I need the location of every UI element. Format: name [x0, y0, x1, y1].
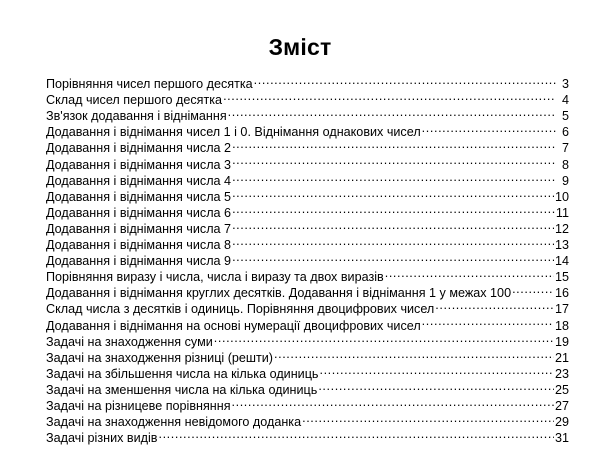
toc-entry-title: Додавання і віднімання числа 8: [46, 238, 232, 253]
toc-entry-page: 10: [554, 189, 569, 204]
toc-leader-dots: [232, 201, 555, 217]
toc-leader-dots: [232, 185, 554, 201]
toc-leader-dots: [232, 394, 554, 410]
toc-leader-dots: [232, 249, 554, 265]
toc-entry-title: Задачі на різницеве порівняння: [46, 398, 231, 413]
toc-entry-title: Додавання і віднімання круглих десятків. Додавання і віднімання 1 у межах 100: [46, 286, 512, 301]
toc-leader-dots: [385, 265, 554, 281]
toc-entry-page: 17: [554, 302, 569, 317]
toc-entry-page: 13: [554, 238, 569, 253]
toc-leader-dots: [319, 362, 554, 378]
toc-entry-page: 19: [554, 334, 569, 349]
toc-entry-title: Додавання і віднімання числа 7: [46, 221, 232, 236]
toc-entry-page: 15: [554, 270, 569, 285]
toc-entry-title: Задачі різних видів: [46, 431, 158, 446]
toc-leader-dots: [232, 217, 554, 233]
toc-entry-title: Задачі на збільшення числа на кілька одиниць: [46, 366, 319, 381]
toc-entry-title: Додавання і віднімання числа 9: [46, 254, 232, 269]
toc-entry-page: 27: [554, 398, 569, 413]
toc-entry-page: 3: [561, 77, 569, 92]
toc-entry-page: 29: [554, 415, 569, 430]
table-of-contents: [46, 72, 569, 446]
toc-leader-dots: [422, 120, 556, 136]
toc-leader-dots: [254, 72, 556, 88]
toc-entry-page: 23: [554, 366, 569, 381]
toc-leader-dots: [228, 104, 556, 120]
toc-leader-dots: [435, 297, 554, 313]
toc-entry-page: 12: [554, 221, 569, 236]
toc-leader-dots: [422, 313, 554, 329]
toc-leader-dots: [512, 281, 554, 297]
toc-entry-page: 6: [561, 125, 569, 140]
toc-entry-title: Склад числа з десятків і одиниць. Порівняння двоцифрових чисел: [46, 302, 435, 317]
toc-leader-dots: [302, 410, 554, 426]
toc-leader-dots: [318, 378, 554, 394]
toc-entry-title: Склад чисел першого десятка: [46, 93, 223, 108]
toc-entry-page: 25: [554, 382, 569, 397]
toc-leader-dots: [274, 346, 554, 362]
toc-entry-title: Задачі на знаходження невідомого доданка: [46, 415, 302, 430]
toc-leader-dots: [232, 152, 556, 168]
toc-entry-page: 7: [561, 141, 569, 156]
toc-entry-page: 21: [554, 350, 569, 365]
toc-leader-dots: [232, 169, 556, 185]
toc-leader-dots: [158, 426, 554, 442]
toc-leader-dots: [232, 233, 554, 249]
toc-entry-title: Порівняння чисел першого десятка: [46, 77, 253, 92]
toc-entry-title: Додавання і віднімання чисел 1 і 0. Віднімання однакових чисел: [46, 125, 421, 140]
toc-entry-title: Задачі на знаходження різниці (решти): [46, 350, 274, 365]
toc-entry-title: Зв'язок додавання і віднімання: [46, 109, 227, 124]
toc-entry-page: 16: [554, 286, 569, 301]
toc-row: [46, 72, 569, 92]
toc-entry-title: Порівняння виразу і числа, числа і виразу та двох виразів: [46, 270, 384, 285]
toc-entry-title: Додавання і віднімання числа 3: [46, 157, 232, 172]
toc-entry-title: Додавання і віднімання числа 4: [46, 173, 232, 188]
toc-leader-dots: [223, 88, 556, 104]
toc-entry-page: 4: [561, 93, 569, 108]
toc-leader-dots: [232, 136, 556, 152]
toc-entry-page: 5: [561, 109, 569, 124]
toc-entry-page: 9: [561, 173, 569, 188]
toc-entry-page: 14: [554, 254, 569, 269]
toc-entry-page: 31: [554, 431, 569, 446]
toc-entry-page: 8: [561, 157, 569, 172]
toc-entry-page: 18: [554, 318, 569, 333]
toc-entry-title: Додавання і віднімання числа 2: [46, 141, 232, 156]
toc-entry-title: Додавання і віднімання на основі нумерації двоцифрових чисел: [46, 318, 421, 333]
toc-entry-title: Додавання і віднімання числа 5: [46, 189, 232, 204]
toc-entry-page: 11: [555, 205, 569, 220]
toc-entry-title: Додавання і віднімання числа 6: [46, 205, 232, 220]
toc-leader-dots: [214, 330, 554, 346]
toc-entry-title: Задачі на зменшення числа на кілька одиниць: [46, 382, 318, 397]
toc-entry-title: Задачі на знаходження суми: [46, 334, 213, 349]
page-title: Зміст: [268, 34, 332, 60]
